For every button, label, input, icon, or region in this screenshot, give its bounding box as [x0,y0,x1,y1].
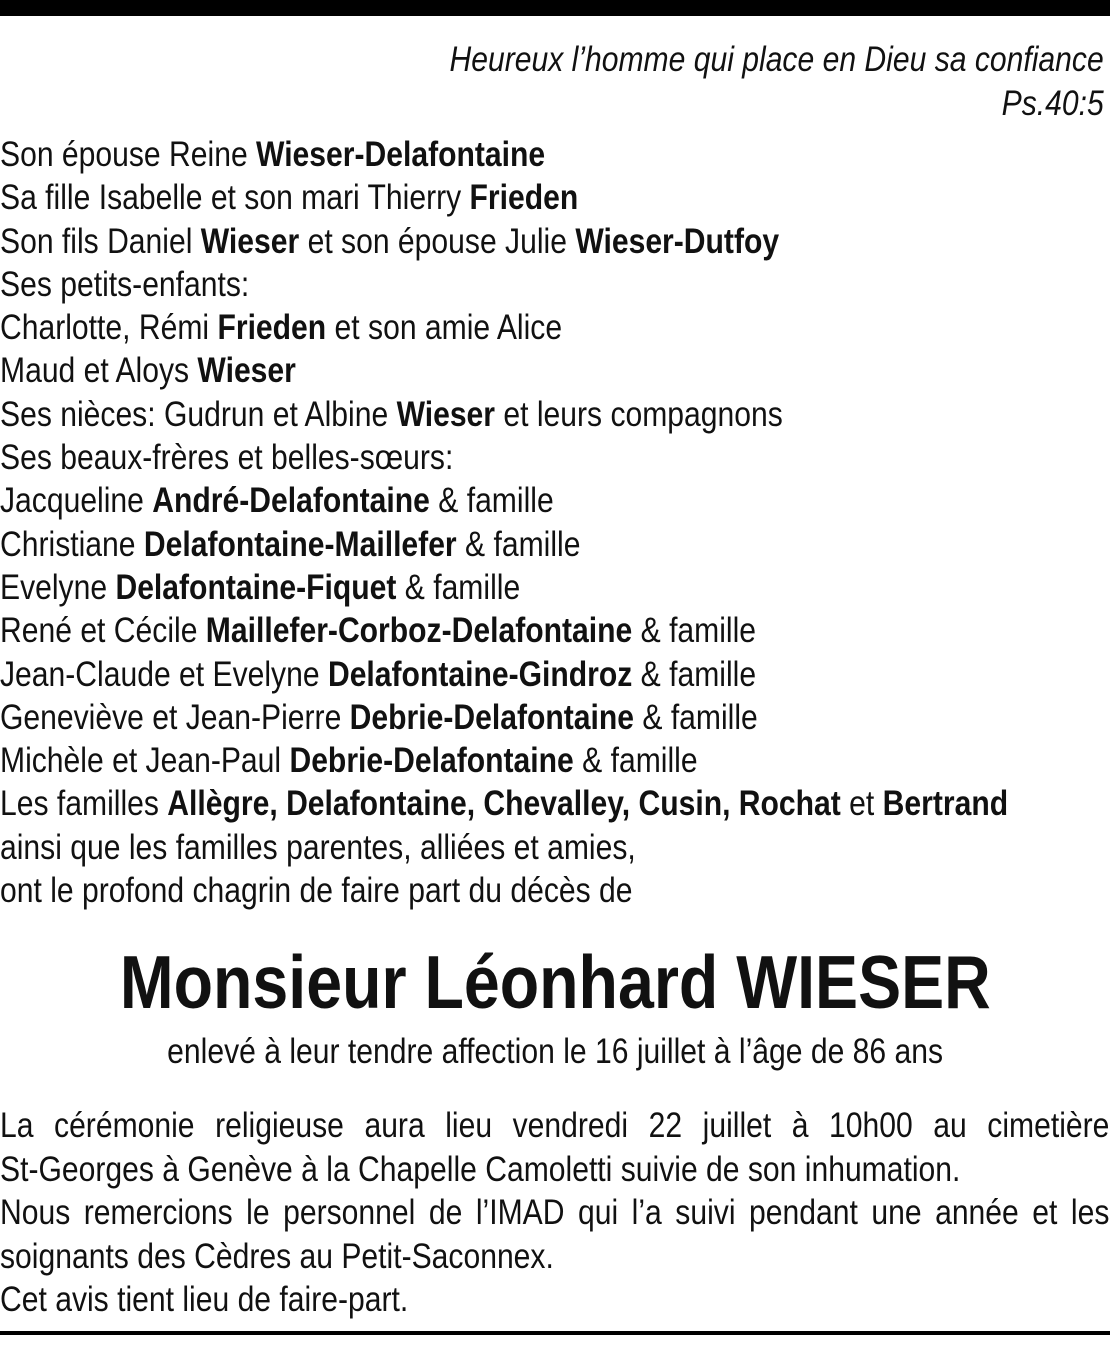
deceased-subtitle: enlevé à leur tendre affection le 16 juillet à l’âge de 86 ans [167,1032,943,1071]
family-surname: Wieser [396,394,496,434]
family-text: Evelyne [0,567,116,607]
family-text: Ses nièces: Gudrun et Albine [0,394,397,434]
family-text: & famille [456,524,581,564]
family-line [0,782,1008,825]
family-text: Christiane [0,524,144,564]
family-surname: André-Delafontaine [152,481,430,521]
family-line [0,739,1008,782]
family-text: Jean-Claude et Evelyne [0,654,328,694]
family-surname: Debrie-Delafontaine [349,697,635,737]
family-text: ont le profond chagrin de faire part du décès de [0,871,633,911]
deceased-name: Monsieur Léonhard WIESER [119,940,991,1024]
family-line [0,306,1008,349]
family-surname: Maillefer-Corboz-Delafontaine [205,611,633,651]
closing-line: Cet avis tient lieu de faire-part. [0,1280,409,1319]
family-text: Ses beaux-frères et belles-sœurs: [0,438,454,478]
family-surname: Wieser-Delafontaine [256,135,546,174]
family-line [0,263,1008,306]
family-text: Son fils Daniel [0,221,201,261]
family-text: & famille [396,567,521,607]
thanks-line-1: Nous remercions le personnel de l’IMAD qui l’a suivi pendant une année et les [0,1193,1110,1232]
family-text: Sa fille Isabelle et son mari Thierry [0,178,470,218]
family-line [0,609,1008,652]
family-text: & famille [573,741,698,781]
deceased-subtitle-block [0,1030,1110,1074]
family-surname: Frieden [217,308,327,348]
family-surname: Frieden [469,178,579,218]
family-text: Charlotte, Rémi [0,308,218,348]
family-line [0,220,1008,263]
epigraph-reference: Ps.40:5 [1001,84,1104,123]
family-surname: Delafontaine-Gindroz [327,654,633,694]
family-line [0,436,1008,479]
epigraph [450,38,1104,126]
family-text: et [840,784,883,824]
family-text: & famille [632,611,757,651]
ceremony-line-2: St-Georges à Genève à la Chapelle Camoletti suivie de son inhumation. [0,1149,961,1189]
bottom-border-rule [0,1331,1110,1335]
family-line [0,826,1008,869]
family-text: & famille [634,697,758,737]
family-text: Jacqueline [0,481,153,521]
family-text: & famille [429,481,554,521]
thanks-line-2: soignants des Cèdres au Petit-Saconnex. [0,1236,554,1276]
family-surname: Delafontaine-Maillefer [143,524,457,564]
family-surname: Wieser [200,221,300,261]
family-text: et leurs compagnons [495,394,783,434]
family-line [0,696,1008,739]
top-border-rule [0,0,1110,16]
family-list [0,133,1008,912]
family-text: ainsi que les familles parentes, alliées et amies, [0,827,636,867]
epigraph-quote: Heureux l’homme qui place en Dieu sa confiance [449,40,1104,79]
family-line [0,176,1008,219]
family-text: et son amie Alice [326,308,563,348]
family-text: & famille [632,654,757,694]
family-line [0,349,1008,392]
family-text: Ses petits-enfants: [0,264,250,304]
family-text: et son épouse Julie [299,221,576,261]
family-surname: Wieser [197,351,296,391]
family-text: Son épouse Reine [0,135,257,174]
family-line [0,393,1008,436]
family-surname: Debrie-Delafontaine [289,741,574,781]
deceased-name-heading [0,938,1110,1026]
family-text: Les familles [0,784,168,824]
family-line [0,566,1008,609]
family-text: René et Cécile [0,611,206,651]
family-text: Geneviève et Jean-Pierre [0,697,350,737]
family-line [0,479,1008,522]
ceremony-text [0,1104,1109,1322]
family-line [0,653,1008,696]
family-surname: Wieser-Dutfoy [575,221,780,261]
family-line [0,133,1008,176]
ceremony-line-1: La cérémonie religieuse aura lieu vendredi 22 juillet à 10h00 au cimetière [0,1106,1110,1145]
family-surname: Delafontaine-Fiquet [115,567,397,607]
family-text: Michèle et Jean-Paul [0,741,290,781]
family-surname: Allègre, Delafontaine, Chevalley, Cusin, Rochat [167,784,841,824]
family-line [0,869,1008,912]
family-line [0,523,1008,566]
family-text: Maud et Aloys [0,351,198,391]
family-surname: Bertrand [882,784,1009,824]
